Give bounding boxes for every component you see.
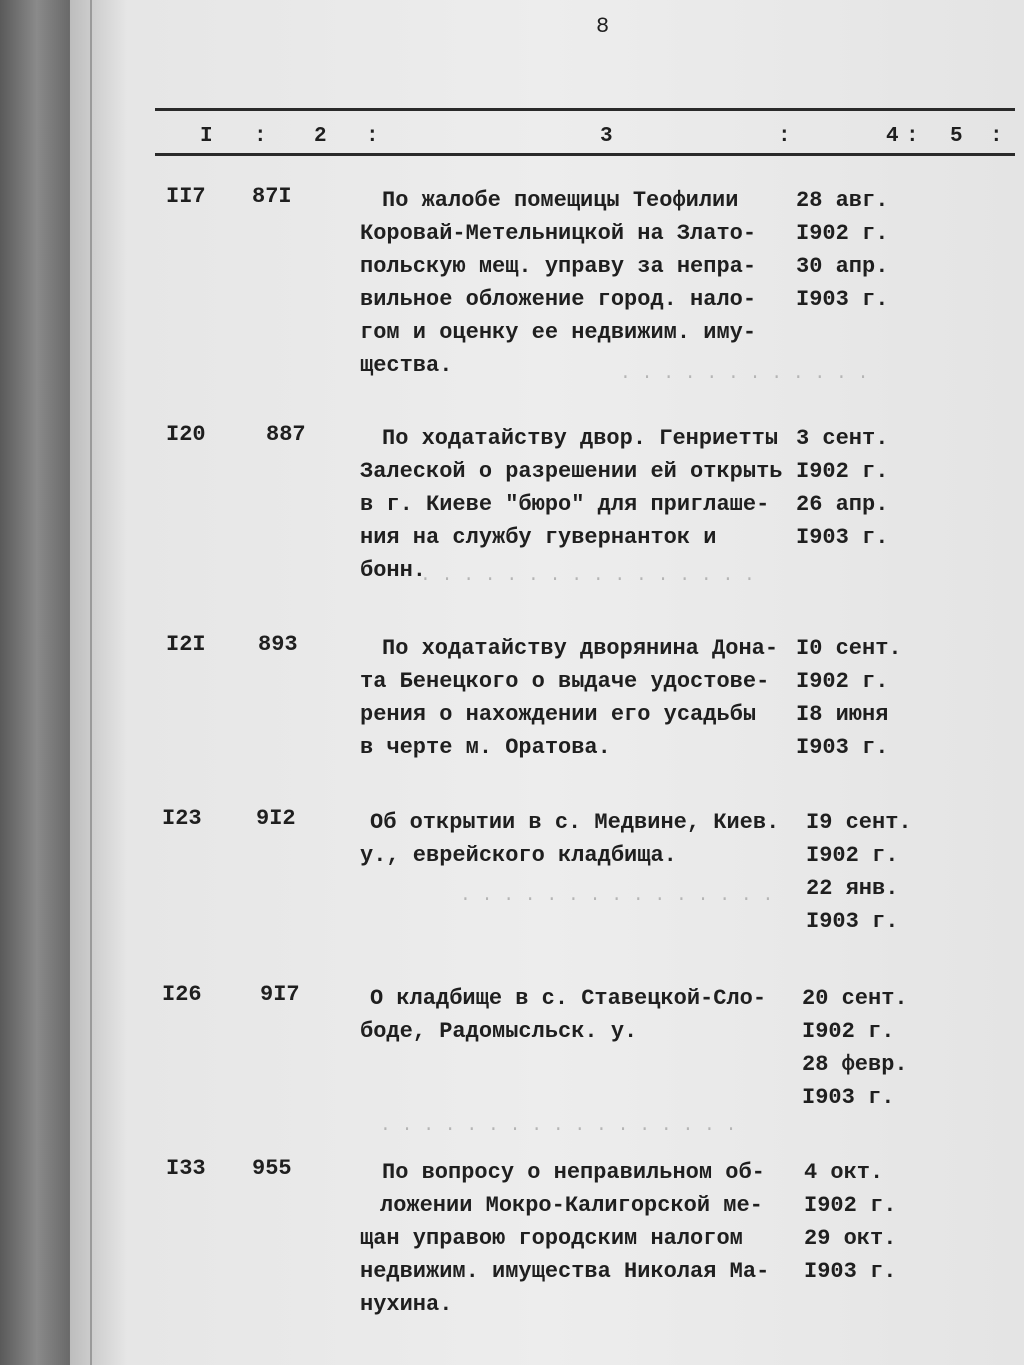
entry-description: По ходатайству двор. Генриетты Залеской о разрешении ей открыть в г. Киеве "бюро" для приглаше- ния на службу гувернанток и бонн. [360,426,783,583]
entry-number: I2I [166,632,206,657]
entry-number: I20 [166,422,206,447]
entry-number: I26 [162,982,202,1007]
header-separator: : [778,125,791,148]
entry-dates: I0 сент. I902 г. I8 июня I903 г. [796,636,902,760]
entry-reference: 9I2 [256,806,296,831]
entry-dates: 4 окт. I902 г. 29 окт. I903 г. [804,1160,897,1284]
entry-description: По вопросу о неправильном об- ложении Мокро-Калигорской ме- щан управою городским налогом недвижим. имущества Николая Ма- нухина. [360,1160,770,1317]
entry-reference: 887 [266,422,306,447]
header-separator: : [990,125,1003,148]
entry-dates: I9 сент. I902 г. 22 янв. I903 г. [806,810,912,934]
bleed-through: · · · · · · · · · · · · · · · · [420,570,755,590]
entry-dates: 28 авг. I902 г. 30 апр. I903 г. [796,188,889,312]
entry-reference: 9I7 [260,982,300,1007]
entry-description: Об открытии в с. Медвине, Киев. у., еврейского кладбища. [360,810,780,868]
header-col-2: 2 [314,125,327,148]
entry-number: I33 [166,1156,206,1181]
header-separator: : [906,125,919,148]
bleed-through: · · · · · · · · · · · · [620,368,869,388]
entry-reference: 893 [258,632,298,657]
bleed-through: · · · · · · · · · · · · · · · · · [380,1120,737,1140]
entry-description: По ходатайству дворянина Дона- та Бенецкого о выдаче удостове- рения о нахождении его усадьбы в черте м. Оратова. [360,636,779,760]
bleed-through: · · · · · · · · · · · · · · · [460,890,774,910]
header-col-1: I [200,125,213,148]
header-rule-top [155,108,1015,111]
entry-dates: 3 сент. I902 г. 26 апр. I903 г. [796,426,889,550]
header-col-4: 4 [886,125,899,148]
header-col-3: 3 [600,125,613,148]
entry-reference: 87I [252,184,292,209]
page-edge [90,0,92,1365]
entry-number: I23 [162,806,202,831]
entry-reference: 955 [252,1156,292,1181]
header-rule-bottom [155,153,1015,156]
header-col-5: 5 [950,125,963,148]
page-number: 8 [596,14,610,39]
header-separator: : [254,125,267,148]
entry-dates: 20 сент. I902 г. 28 февр. I903 г. [802,986,908,1110]
entry-description: По жалобе помещицы Теофилии Коровай-Метельницкой на Злато- польскую мещ. управу за непра- вильное обложение город. нало- гом и оценку ее недвижим. иму- щества. [360,188,757,378]
entry-description: О кладбище в с. Ставецкой-Сло- боде, Радомысльск. у. [360,986,767,1044]
header-separator: : [366,125,379,148]
entry-number: II7 [166,184,206,209]
